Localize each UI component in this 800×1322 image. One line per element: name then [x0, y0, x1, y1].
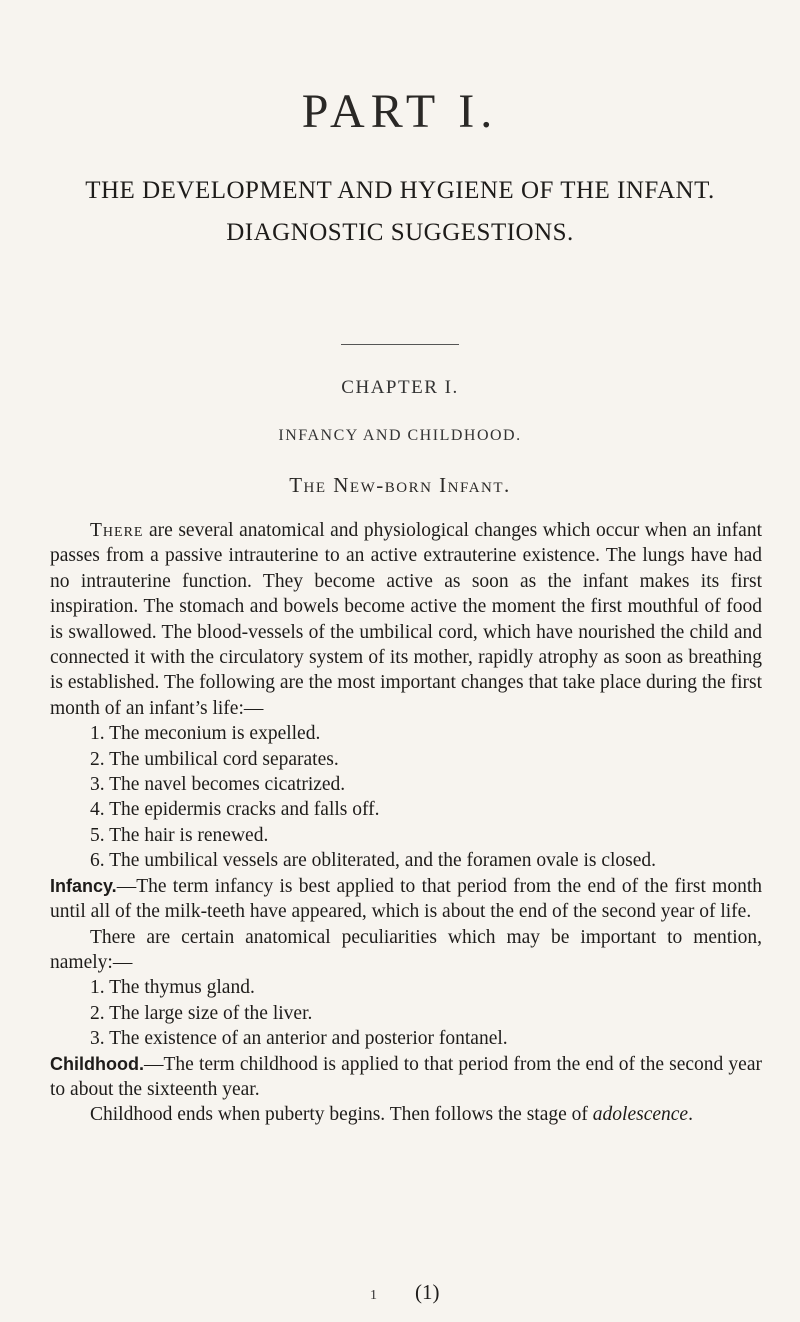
- closing-text: Childhood ends when puberty begins. Then follows the stage of: [90, 1104, 593, 1126]
- infancy-term: Infancy.: [50, 875, 117, 896]
- list-item: 1. The thymus gland.: [90, 977, 255, 999]
- closing-end: .: [688, 1104, 693, 1126]
- section-heading: INFANCY AND CHILDHOOD.: [278, 427, 522, 444]
- signature-mark: 1: [370, 1288, 377, 1303]
- page-number: (1): [415, 1280, 440, 1304]
- adolescence-term: adolescence: [592, 1104, 689, 1126]
- peculiarities-intro: There are certain anatomical peculiarities which may be important to mention, namely:—: [50, 926, 762, 973]
- closing-paragraph: [50, 1102, 762, 1127]
- sub-title: DIAGNOSTIC SUGGESTIONS.: [226, 219, 574, 246]
- list-item: 5. The hair is renewed.: [90, 824, 269, 846]
- part-title: PART I.: [301, 85, 499, 138]
- list-item: 3. The existence of an anterior and posterior fontanel.: [90, 1028, 508, 1050]
- subsection-heading: The New-born Infant.: [289, 473, 511, 497]
- childhood-text: —The term childhood is applied to that period from the end of the second year to about the sixteenth year.: [50, 1053, 762, 1100]
- list-item: 6. The umbilical vessels are obliterated, and the foramen ovale is closed.: [90, 850, 657, 872]
- list-item: 1. The meconium is expelled.: [90, 723, 321, 745]
- intro-text: are several anatomical and physiological changes which occur when an infant passes from a passive intrauterine to an active extrauterine existence. The lungs have had no intrauterine function. They become active as soon as the infant makes its first inspiration. The stomach and bowels become active the moment the first mouthful of food is swallowed. The blood-vessels of the umbilical cord, which have nourished the child and connected it with the circulatory system of its mother, rapidly atrophy as soon as breathing is established. The following are the most important changes that take place during the first month of an infant’s life:—: [50, 520, 762, 719]
- body-text: [50, 518, 762, 1128]
- divider-rule: [341, 344, 459, 345]
- drop-word: There: [90, 520, 144, 541]
- list-item: 4. The epidermis cracks and falls off.: [90, 799, 380, 821]
- list-item: 2. The umbilical cord separates.: [90, 748, 339, 770]
- childhood-term: Childhood.: [50, 1053, 144, 1074]
- chapter-heading: CHAPTER I.: [341, 377, 459, 398]
- infancy-paragraph: [50, 874, 762, 925]
- main-title: THE DEVELOPMENT AND HYGIENE OF THE INFANT.: [85, 177, 715, 204]
- childhood-paragraph: [50, 1052, 762, 1103]
- list-item: 3. The navel becomes cicatrized.: [90, 774, 346, 796]
- infancy-text: —The term infancy is best applied to that period from the end of the first month until all of the milk-teeth have appeared, which is about the end of the second year of life.: [50, 875, 762, 923]
- list-item: 2. The large size of the liver.: [90, 1002, 313, 1024]
- intro-paragraph: [50, 518, 762, 721]
